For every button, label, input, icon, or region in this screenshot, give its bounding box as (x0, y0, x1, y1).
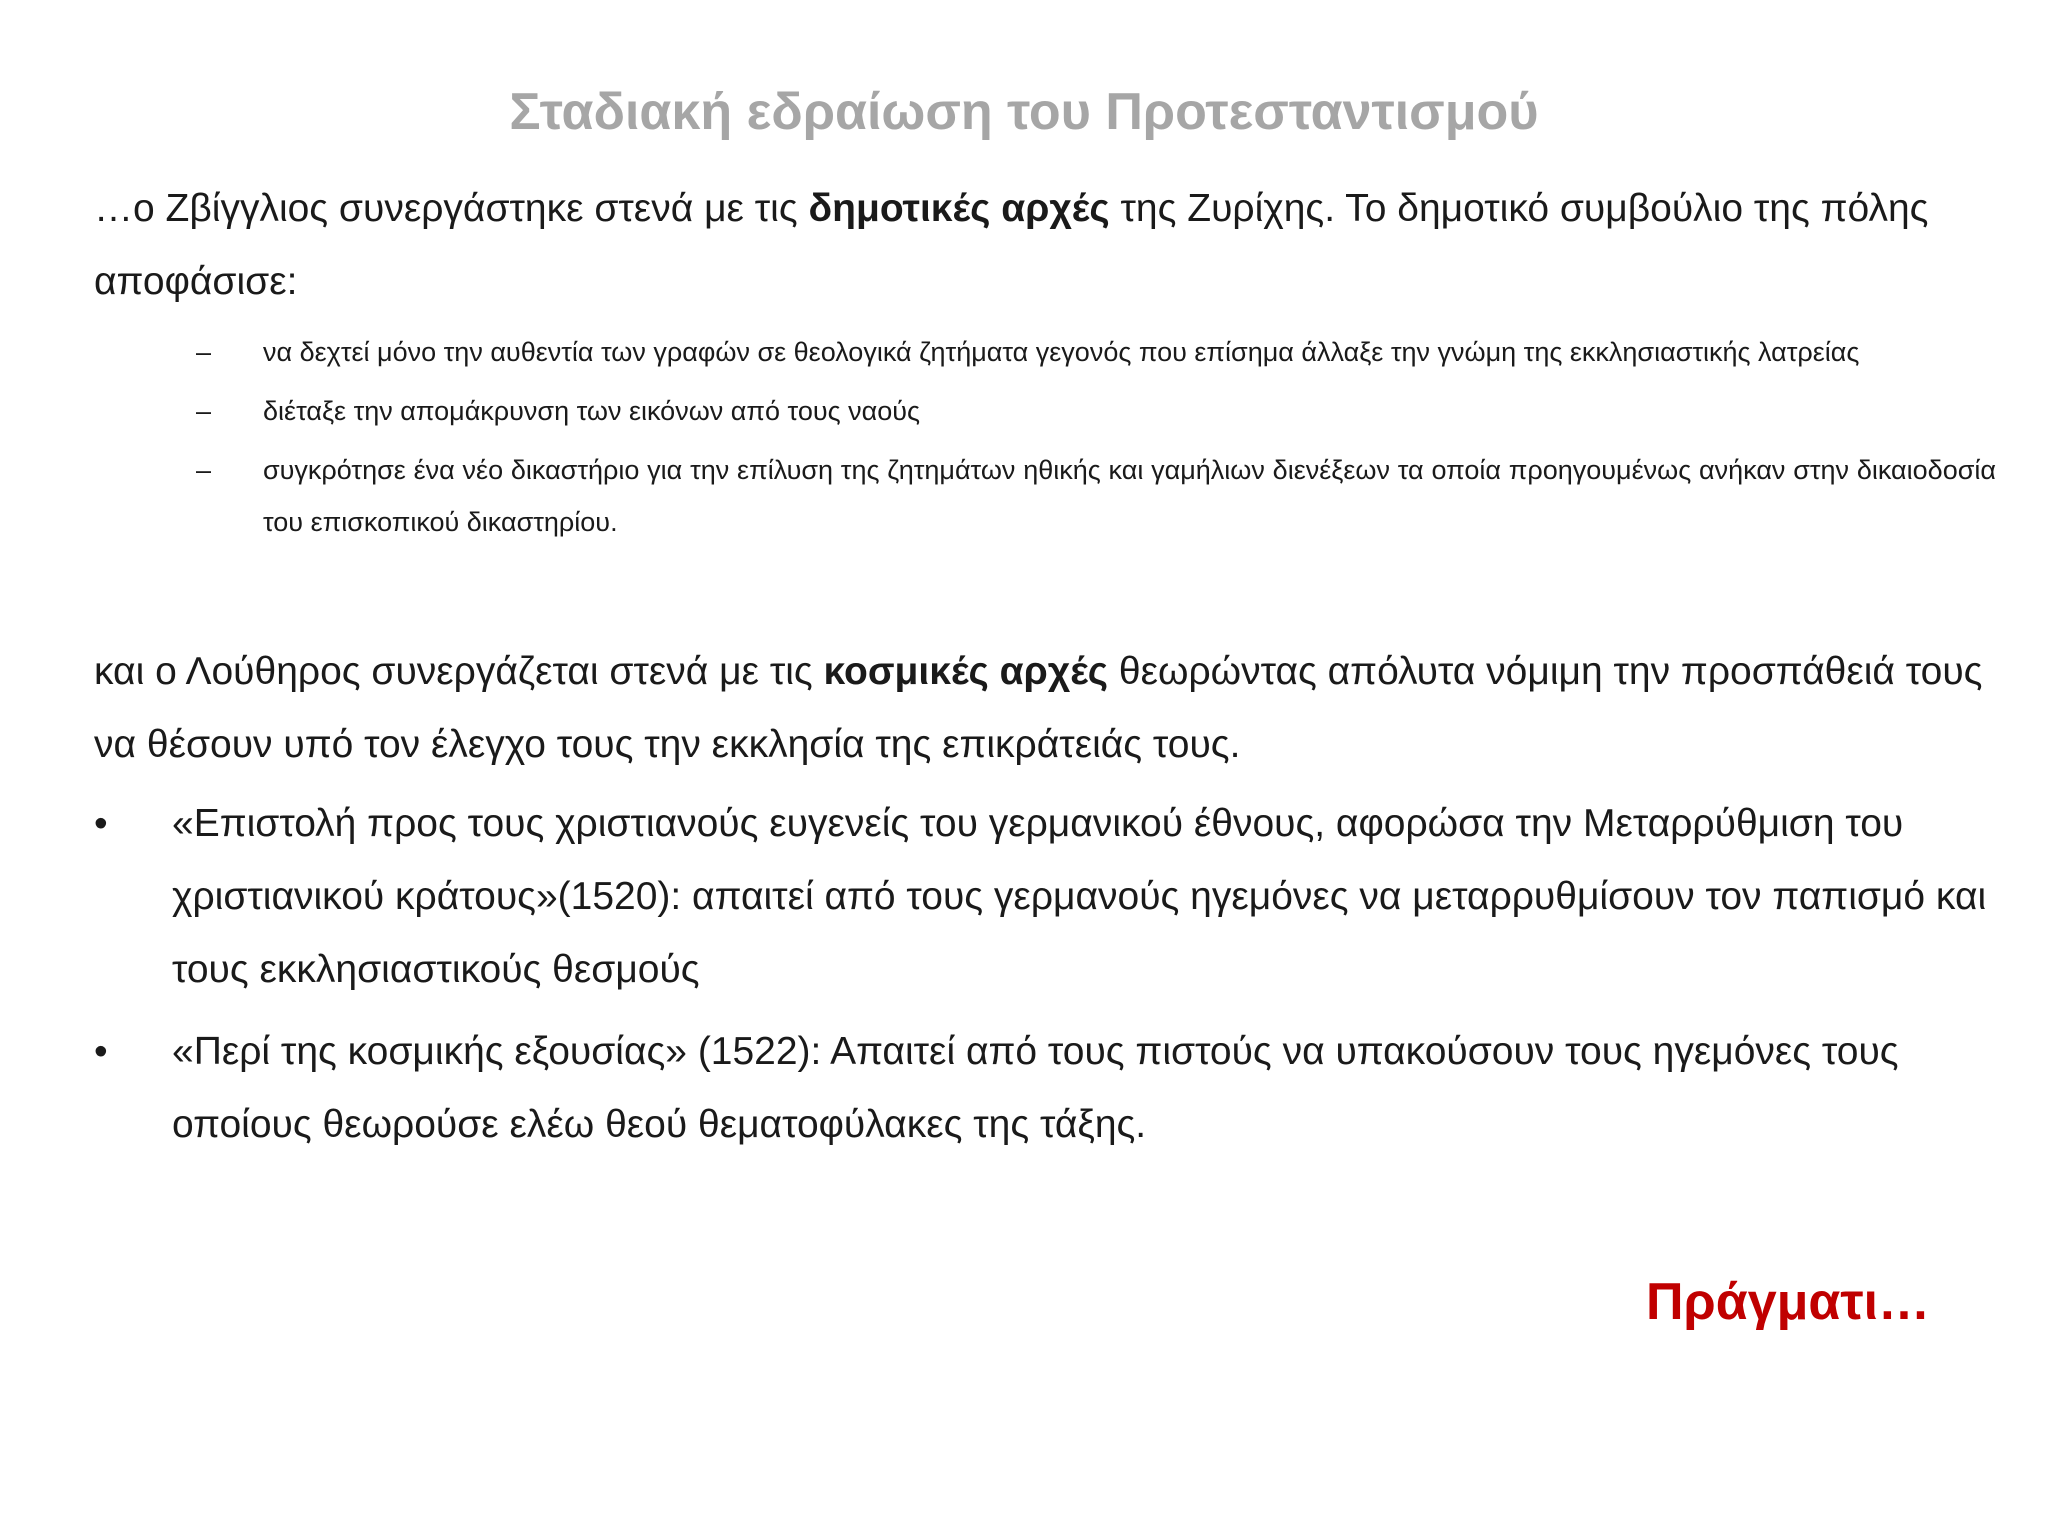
list-item (94, 787, 1994, 1006)
zwingli-paragraph-text-end: της Ζυρίχης. Το δημοτικό συμβούλιο της πόλης αποφάσισε: (94, 187, 1929, 303)
list-item-text: «Επιστολή προς τους χριστιανούς ευγενείς του γερμανικού έθνους, αφορώσα την Μεταρρύθμιση του χριστιανικού κράτους»(1520): απαιτεί από τους γερμανούς ηγεμόνες να μεταρρυθμίσουν τον παπισμό και τους εκκλησιαστικούς θεσμούς (172, 802, 1987, 991)
luther-paragraph (94, 635, 1994, 781)
zwingli-paragraph-text-start: …ο Ζβίγγλιος συνεργάστηκε στενά με τις (94, 187, 809, 230)
zwingli-paragraph (94, 172, 1994, 318)
list-item (196, 326, 1996, 378)
closing-word: Πράγματι… (1646, 1273, 1931, 1331)
dash-marker: – (196, 337, 212, 367)
dash-marker: – (196, 455, 212, 485)
bullet-marker: • (94, 802, 108, 845)
list-item (196, 444, 1996, 548)
luther-paragraph-text-end: θεωρώντας απόλυτα νόμιμη την προσπάθειά τους να θέσουν υπό τον έλεγχο τους την εκκλησία της επικράτειάς τους. (94, 650, 1983, 766)
bullet-marker: • (94, 1030, 108, 1073)
list-item-text: διέταξε την απομάκρυνση των εικόνων από τους ναούς (263, 396, 921, 426)
council-decisions-list (196, 326, 1996, 555)
slide-title: Σταδιακή εδραίωση του Προτεσταντισμού (509, 83, 1539, 141)
luther-paragraph-text-start: και ο Λούθηρος συνεργάζεται στενά με τις (94, 650, 824, 693)
list-item (94, 1015, 1994, 1161)
dash-marker: – (196, 396, 212, 426)
list-item (196, 385, 1996, 437)
list-item-text: «Περί της κοσμικής εξουσίας» (1522): Απαιτεί από τους πιστούς να υπακούσουν τους ηγεμόνες τους οποίους θεωρούσε ελέω θεού θεματοφύλακες της τάξης. (172, 1030, 1899, 1146)
luther-paragraph-bold-term: κοσμικές αρχές (823, 650, 1109, 693)
zwingli-paragraph-bold-term: δημοτικές αρχές (808, 187, 1110, 230)
list-item-text: να δεχτεί μόνο την αυθεντία των γραφών σε θεολογικά ζητήματα γεγονός που επίσημα άλλαξε την γνώμη της εκκλησιαστικής λατρείας (263, 337, 1860, 367)
luther-works-list (94, 787, 1994, 1170)
list-item-text: συγκρότησε ένα νέο δικαστήριο για την επίλυση της ζητημάτων ηθικής και γαμήλιων διενέξεων τα οποία προηγουμένως ανήκαν στην δικαιοδοσία του επισκοπικού δικαστηρίου. (263, 455, 1996, 537)
